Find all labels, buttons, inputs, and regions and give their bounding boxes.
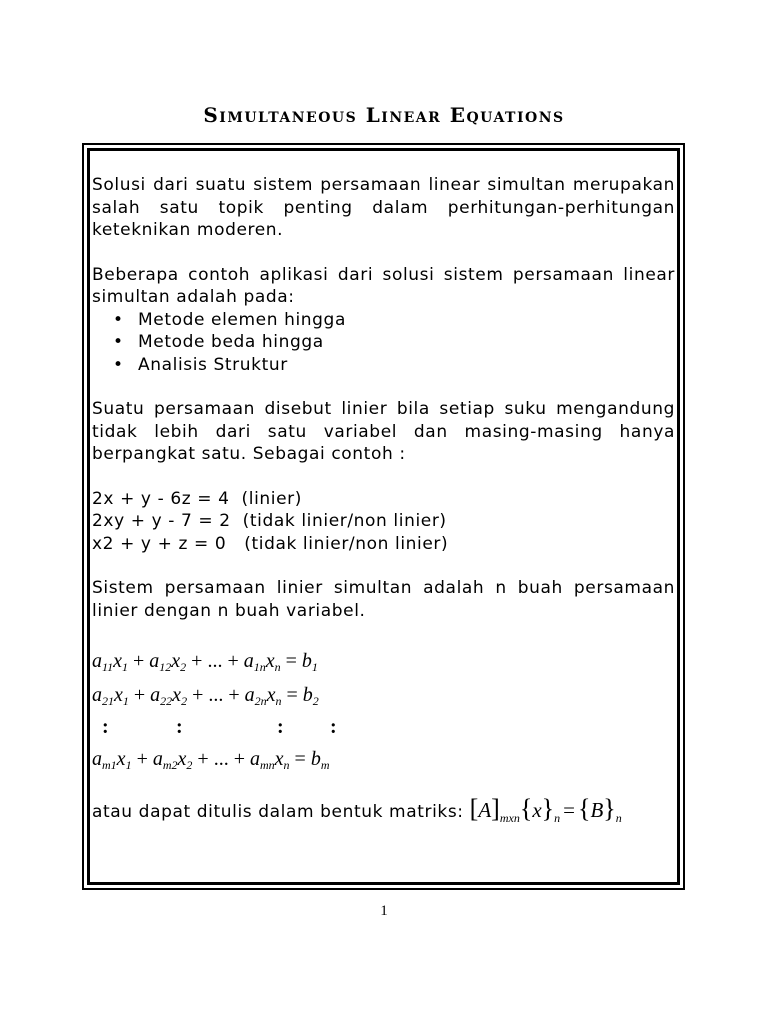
applications-list <box>92 309 675 377</box>
content-body <box>92 174 675 824</box>
page-title: Simultaneous Linear Equations <box>203 103 565 127</box>
equation-ellipsis-row <box>92 712 675 742</box>
vertical-ellipsis: : <box>176 716 183 738</box>
list-item-label: Analisis Struktur <box>138 354 288 375</box>
example-line: x2 + y + z = 0 (tidak linier/non linier) <box>92 533 449 554</box>
equation-row-2: $a_{21}x_1 + a_{22}x_2$ + ... + $a_{2n}x_n = b_2$ <box>92 684 319 708</box>
equation-row-1: $a_{11}x_1 + a_{12}x_2$ + ... + $a_{1n}x_n = b_1$ <box>92 650 318 674</box>
equation-row-m: $a_{m1}x_1 + a_{m2}x_2$ + ... + $a_{mn}x_n = b_m$ <box>92 748 330 772</box>
applications-intro: Beberapa contoh aplikasi dari solusi sistem persamaan linear simultan adalah pada: <box>92 264 675 307</box>
example-line: 2xy + y - 7 = 2 (tidak linier/non linier) <box>92 511 447 531</box>
system-definition-paragraph: Sistem persamaan linier simultan adalah n buah persamaan linier dengan n buah variabel. <box>92 578 675 621</box>
bullet-icon: • <box>113 309 124 330</box>
bullet-icon: • <box>113 354 124 375</box>
list-item <box>92 309 675 332</box>
list-item-label: Metode elemen hingga <box>138 309 346 330</box>
vertical-ellipsis: : <box>277 716 284 738</box>
matrix-form-label: atau dapat ditulis dalam bentuk matriks: <box>92 802 464 822</box>
list-item-label: Metode beda hingga <box>138 332 324 352</box>
matrix-equation: $[A]_{mxn}\{x\}_n = \{B\}_n$ <box>469 794 622 825</box>
list-item <box>92 354 675 377</box>
linear-definition-paragraph: Suatu persamaan disebut linier bila setiap suku mengandung tidak lebih dari satu variabel dan masing-masing hanya berpangkat satu. Sebagai contoh : <box>92 399 675 464</box>
vertical-ellipsis: : <box>102 716 109 738</box>
page-number: 1 <box>380 903 388 919</box>
list-item <box>92 331 675 354</box>
matrix-form-line <box>92 794 675 825</box>
vertical-ellipsis: : <box>330 716 337 738</box>
example-line: 2x + y - 6z = 4 (linier) <box>92 488 303 509</box>
equation-system <box>92 644 675 776</box>
bullet-icon: • <box>113 332 124 352</box>
examples-block <box>92 488 675 556</box>
intro-paragraph: Solusi dari suatu sistem persamaan linear simultan merupakan salah satu topik penting dalam perhitungan-perhitungan keteknikan moderen. <box>92 175 675 240</box>
